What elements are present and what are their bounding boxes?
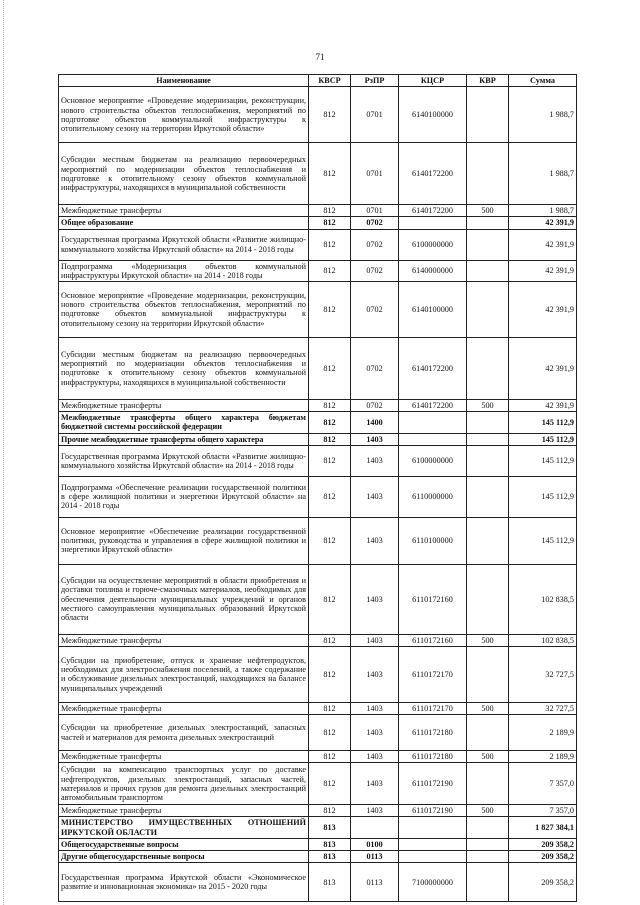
cell-kvr (467, 217, 509, 229)
cell-sum: 42 391,9 (509, 281, 577, 337)
cell-kvsr: 813 (309, 838, 351, 850)
cell-kcsr: 6140100000 (399, 87, 467, 143)
cell-kcsr: 6110172180 (399, 715, 467, 751)
cell-kcsr (399, 433, 467, 445)
cell-kvr (467, 281, 509, 337)
cell-kvsr: 812 (309, 805, 351, 817)
cell-kcsr: 7100000000 (399, 863, 467, 902)
table-row (59, 205, 577, 217)
cell-rzpr: 1403 (351, 805, 399, 817)
cell-kvr: 500 (467, 751, 509, 763)
cell-kcsr: 6110172170 (399, 646, 467, 702)
cell-name: Государственная программа Иркутской области «Развитие жилищно-коммунального хозяйства Иркутской области» на 2014 - 2018 годы (59, 445, 309, 476)
cell-kcsr (399, 817, 467, 838)
cell-name: Субсидии на компенсацию транспортных услуг по доставке нефтепродуктов, дизельных электростанций, запасных частей, материалов и прочих грузов для ремонта дизельных электростанций автомобильным транспортом (59, 763, 309, 805)
table-row (59, 445, 577, 476)
cell-kcsr: 6140172200 (399, 143, 467, 205)
cell-kvr (467, 87, 509, 143)
cell-kvr (467, 851, 509, 863)
cell-kvr (467, 817, 509, 838)
cell-kvsr: 812 (309, 445, 351, 476)
cell-kcsr: 6110000000 (399, 476, 467, 517)
cell-kvsr: 812 (309, 634, 351, 646)
cell-name: Межбюджетные трансферты (59, 805, 309, 817)
cell-rzpr: 0113 (351, 863, 399, 902)
cell-kvr (467, 646, 509, 702)
cell-rzpr: 0702 (351, 399, 399, 411)
cell-kvr (467, 433, 509, 445)
cell-sum: 42 391,9 (509, 229, 577, 260)
cell-sum: 209 358,2 (509, 838, 577, 850)
table-row (59, 476, 577, 517)
cell-kcsr: 6110172160 (399, 634, 467, 646)
cell-kvr (467, 412, 509, 433)
cell-kcsr: 6140172200 (399, 337, 467, 399)
cell-kvsr: 812 (309, 751, 351, 763)
cell-kvsr: 812 (309, 229, 351, 260)
cell-sum: 2 189,9 (509, 751, 577, 763)
cell-rzpr: 0701 (351, 205, 399, 217)
cell-sum: 209 358,2 (509, 863, 577, 902)
cell-kvsr: 813 (309, 851, 351, 863)
cell-kvr (467, 763, 509, 805)
cell-sum: 145 112,9 (509, 412, 577, 433)
table-row (59, 281, 577, 337)
cell-kvr (467, 476, 509, 517)
cell-rzpr: 1403 (351, 763, 399, 805)
cell-kvr (467, 337, 509, 399)
cell-kvr (467, 863, 509, 902)
header-name: Наименование (59, 75, 309, 87)
cell-kvsr: 812 (309, 217, 351, 229)
cell-kvsr: 812 (309, 143, 351, 205)
table-row (59, 143, 577, 205)
cell-kcsr: 6140000000 (399, 260, 467, 281)
cell-sum: 1 988,7 (509, 87, 577, 143)
table-row (59, 715, 577, 751)
cell-sum: 42 391,9 (509, 399, 577, 411)
cell-name: Межбюджетные трансферты общего характера бюджетам бюджетной системы российской федерации (59, 412, 309, 433)
cell-kvsr: 812 (309, 715, 351, 751)
cell-rzpr: 1403 (351, 433, 399, 445)
table-row (59, 399, 577, 411)
cell-kvsr: 813 (309, 817, 351, 838)
cell-kcsr: 6110172190 (399, 763, 467, 805)
cell-rzpr: 0100 (351, 838, 399, 850)
table-row (59, 412, 577, 433)
scan-margin-line (3, 0, 5, 905)
cell-sum: 42 391,9 (509, 260, 577, 281)
cell-rzpr: 1403 (351, 646, 399, 702)
cell-kvsr: 812 (309, 205, 351, 217)
table-row (59, 805, 577, 817)
table-row (59, 634, 577, 646)
cell-kvsr: 812 (309, 87, 351, 143)
cell-kvr: 500 (467, 634, 509, 646)
cell-sum: 1 827 384,1 (509, 817, 577, 838)
cell-kcsr (399, 851, 467, 863)
cell-kvsr: 812 (309, 564, 351, 634)
cell-kvr: 500 (467, 205, 509, 217)
cell-kvr (467, 564, 509, 634)
cell-rzpr: 1400 (351, 412, 399, 433)
cell-name: Межбюджетные трансферты (59, 751, 309, 763)
cell-rzpr: 1403 (351, 751, 399, 763)
cell-kvr (467, 143, 509, 205)
table-row (59, 260, 577, 281)
cell-kvsr: 813 (309, 863, 351, 902)
cell-name: Межбюджетные трансферты (59, 702, 309, 714)
table-row (59, 838, 577, 850)
cell-rzpr: 1403 (351, 702, 399, 714)
cell-kvsr: 812 (309, 433, 351, 445)
cell-rzpr: 0701 (351, 143, 399, 205)
cell-sum: 32 727,5 (509, 646, 577, 702)
cell-name: Общее образование (59, 217, 309, 229)
cell-kcsr: 6110172170 (399, 702, 467, 714)
table-row (59, 702, 577, 714)
header-sum: Сумма (509, 75, 577, 87)
cell-kvr: 500 (467, 702, 509, 714)
cell-rzpr: 1403 (351, 715, 399, 751)
cell-name: Межбюджетные трансферты (59, 399, 309, 411)
cell-kvsr: 812 (309, 337, 351, 399)
cell-rzpr: 1403 (351, 445, 399, 476)
cell-kcsr: 6140172200 (399, 205, 467, 217)
cell-sum: 145 112,9 (509, 476, 577, 517)
cell-kcsr: 6110172190 (399, 805, 467, 817)
table-header-row (59, 75, 577, 87)
cell-sum: 145 112,9 (509, 433, 577, 445)
table-row (59, 751, 577, 763)
table-row (59, 433, 577, 445)
cell-kvr (467, 517, 509, 564)
cell-sum: 102 838,5 (509, 634, 577, 646)
cell-kvr (467, 715, 509, 751)
table-row (59, 87, 577, 143)
cell-kvsr: 812 (309, 260, 351, 281)
cell-name: Другие общегосударственные вопросы (59, 851, 309, 863)
cell-sum: 1 988,7 (509, 205, 577, 217)
header-kvsr: КВСР (309, 75, 351, 87)
cell-sum: 42 391,9 (509, 217, 577, 229)
cell-rzpr: 1403 (351, 517, 399, 564)
cell-kvr: 500 (467, 399, 509, 411)
table-row (59, 646, 577, 702)
cell-name: Основное мероприятие «Проведение модернизации, реконструкции, нового строительства объектов теплоснабжения, мероприятий по подготовке объектов коммунальной инфраструктуры к отопительному сезону на территории Иркутской области» (59, 87, 309, 143)
cell-name: Общегосударственные вопросы (59, 838, 309, 850)
table-row (59, 817, 577, 838)
budget-table (58, 74, 577, 902)
cell-kvsr: 812 (309, 281, 351, 337)
table-row (59, 863, 577, 902)
cell-name: Государственная программа Иркутской области «Развитие жилищно-коммунального хозяйства Иркутской области» на 2014 - 2018 годы (59, 229, 309, 260)
cell-sum: 42 391,9 (509, 337, 577, 399)
cell-name: Основное мероприятие «Обеспечение реализации государственной политики, руководства и управления в сфере жилищной политики и энергетики Иркутской области» (59, 517, 309, 564)
cell-kvr (467, 229, 509, 260)
cell-rzpr: 0702 (351, 337, 399, 399)
cell-name: Субсидии на осуществление мероприятий в области приобретения и доставки топлива и горюче-смазочных материалов, необходимых для обеспечения деятельности муниципальных учреждений и органов местного самоуправления муниципальных образований Иркутской области (59, 564, 309, 634)
header-rzpr: РзПР (351, 75, 399, 87)
table-row (59, 763, 577, 805)
header-kvr: КВР (467, 75, 509, 87)
cell-name: Межбюджетные трансферты (59, 205, 309, 217)
cell-name: Субсидии местным бюджетам на реализацию первоочередных мероприятий по модернизации объектов теплоснабжения и подготовке к отопительному сезону объектов коммунальной инфраструктуры, находящихся в муниципальной собственности (59, 337, 309, 399)
cell-name: Субсидии местным бюджетам на реализацию первоочередных мероприятий по модернизации объектов теплоснабжения и подготовке к отопительному сезону объектов коммунальной инфраструктуры, находящихся в муниципальной собственности (59, 143, 309, 205)
cell-sum: 145 112,9 (509, 517, 577, 564)
cell-kvsr: 812 (309, 412, 351, 433)
cell-sum: 209 358,2 (509, 851, 577, 863)
cell-name: Подпрограмма «Обеспечение реализации государственной политики в сфере жилищной политики и энергетики Иркутской области» на 2014 - 2018 годы (59, 476, 309, 517)
table-row (59, 217, 577, 229)
cell-rzpr: 1403 (351, 564, 399, 634)
cell-kvr (467, 445, 509, 476)
cell-kcsr: 6140172200 (399, 399, 467, 411)
cell-kvsr: 812 (309, 646, 351, 702)
cell-kvsr: 812 (309, 702, 351, 714)
cell-kvsr: 812 (309, 399, 351, 411)
cell-sum: 7 357,0 (509, 805, 577, 817)
cell-kcsr: 6110100000 (399, 517, 467, 564)
header-kcsr: КЦСР (399, 75, 467, 87)
table-row (59, 337, 577, 399)
cell-sum: 1 988,7 (509, 143, 577, 205)
cell-name: Основное мероприятие «Проведение модернизации, реконструкции, нового строительства объектов теплоснабжения, мероприятий по подготовке объектов коммунальной инфраструктуры к отопительному сезону на территории Иркутской области» (59, 281, 309, 337)
cell-kvsr: 812 (309, 517, 351, 564)
table-body (59, 87, 577, 902)
cell-rzpr: 1403 (351, 634, 399, 646)
cell-rzpr: 0702 (351, 281, 399, 337)
cell-rzpr: 0702 (351, 260, 399, 281)
cell-sum: 102 838,5 (509, 564, 577, 634)
cell-kcsr (399, 412, 467, 433)
cell-kcsr (399, 217, 467, 229)
cell-name: Субсидии на приобретение дизельных электростанций, запасных частей и материалов для ремонта дизельных электростанций (59, 715, 309, 751)
cell-name: Прочие межбюджетные трансферты общего характера (59, 433, 309, 445)
cell-kcsr: 6110172180 (399, 751, 467, 763)
page-number: 71 (315, 52, 325, 62)
cell-name: Межбюджетные трансферты (59, 634, 309, 646)
table-row (59, 229, 577, 260)
cell-name: Подпрограмма «Модернизация объектов коммунальной инфраструктуры Иркутской области» на 2014 - 2018 годы (59, 260, 309, 281)
cell-sum: 2 189,9 (509, 715, 577, 751)
cell-rzpr (351, 817, 399, 838)
cell-kvr: 500 (467, 805, 509, 817)
table-row (59, 851, 577, 863)
cell-kcsr (399, 838, 467, 850)
cell-name: Государственная программа Иркутской области «Экономическое развитие и инновационная экономика» на 2015 - 2020 годы (59, 863, 309, 902)
cell-kcsr: 6100000000 (399, 229, 467, 260)
cell-name: Субсидии на приобретение, отпуск и хранение нефтепродуктов, необходимых для электроснабжения поселений, а также содержание и обслуживание дизельных электростанций, находящихся на балансе муниципальных учреждений (59, 646, 309, 702)
cell-sum: 32 727,5 (509, 702, 577, 714)
cell-rzpr: 0702 (351, 217, 399, 229)
cell-kvsr: 812 (309, 763, 351, 805)
cell-kcsr: 6110172160 (399, 564, 467, 634)
cell-rzpr: 1403 (351, 476, 399, 517)
cell-name: МИНИСТЕРСТВО ИМУЩЕСТВЕННЫХ ОТНОШЕНИЙ ИРКУТСКОЙ ОБЛАСТИ (59, 817, 309, 838)
table-row (59, 564, 577, 634)
cell-kvr (467, 838, 509, 850)
cell-kcsr: 6140100000 (399, 281, 467, 337)
cell-kcsr: 6100000000 (399, 445, 467, 476)
cell-sum: 145 112,9 (509, 445, 577, 476)
cell-kvsr: 812 (309, 476, 351, 517)
cell-rzpr: 0702 (351, 229, 399, 260)
cell-rzpr: 0701 (351, 87, 399, 143)
cell-kvr (467, 260, 509, 281)
table-row (59, 517, 577, 564)
cell-sum: 7 357,0 (509, 763, 577, 805)
cell-rzpr: 0113 (351, 851, 399, 863)
